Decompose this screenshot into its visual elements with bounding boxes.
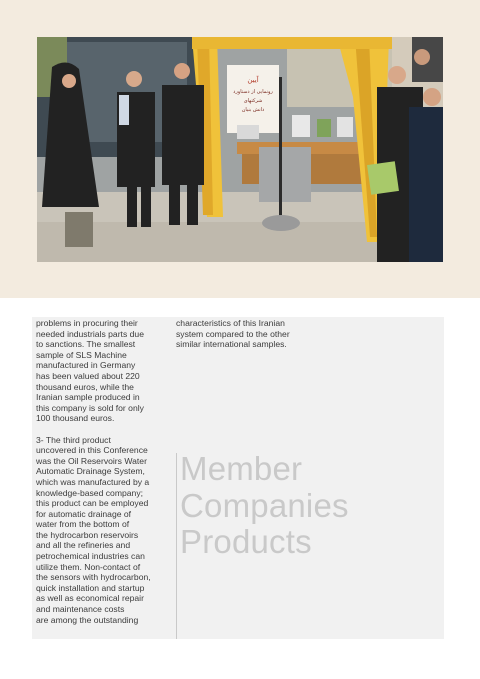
ceremony-photo — [37, 37, 443, 262]
article-panel — [32, 317, 444, 639]
article-column-left: problems in procuring their needed industrials parts due to sanctions. The smallest sample of SLS Machine manufactured in Germany has been valued about 220 thousand euros, while the Iranian sample produced in this company is sold for only 100 thousand euros. 3- The third product uncovered in this Conference was the Oil Reservoirs Water Automatic Drainage System, which was manufactured by a knowledge-based company; this product can be employed for automatic drainage of water from the bottom of the hydrocarbon reservoirs and all the refineries and petrochemical industries can utilize them. Non-contact of the sensors with hydrocarbon, quick installation and startup as well as economical repair and maintenance costs are among the outstanding — [36, 318, 151, 625]
photo-illustration — [37, 37, 443, 262]
poster-text-line3: شرکتهای — [243, 98, 263, 104]
poster-text-line4: دانش بنیان — [241, 107, 265, 113]
poster-text-line2: رونمایی از دستاورد — [233, 89, 273, 95]
section-title: Member Companies Products — [180, 450, 349, 560]
article-column-right: characteristics of this Iranian system compared to the other similar international samples. — [176, 318, 290, 350]
title-divider — [176, 453, 177, 639]
poster-text-line1: آیین — [247, 76, 259, 84]
